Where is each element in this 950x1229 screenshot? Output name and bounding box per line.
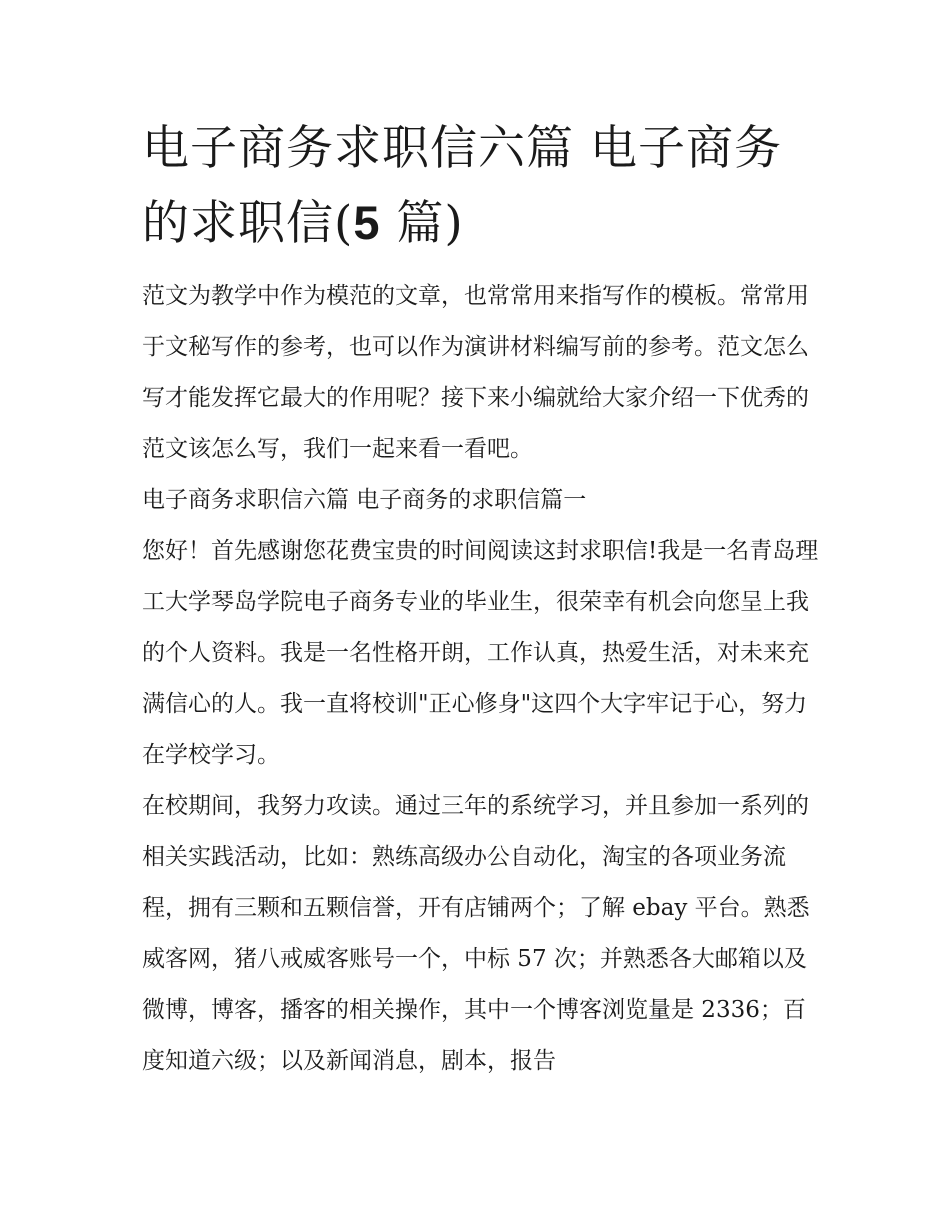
title-number: 5 [353, 196, 381, 249]
document-page [142, 112, 822, 1087]
intro-paragraph: 范文为教学中作为模范的文章，也常常用来指写作的模板。常常用于文秘写作的参考，也可以作为演讲材料编写前的参考。范文怎么写才能发挥它最大的作用呢？接下来小编就给大家介绍一下优秀的范文该怎么写，我们一起来看一看吧。 [142, 283, 809, 462]
document-title [142, 112, 822, 261]
title-text-part2: 篇) [380, 196, 464, 251]
study-paragraph: 在校期间，我努力攻读。通过三年的系统学习，并且参加一系列的相关实践活动，比如：熟练高级办公自动化，淘宝的各项业务流程，拥有三颗和五颗信誉，开有店铺两个；了解 ebay 平台。熟悉威客网，猪八戒威客账号一个，中标 57 次；并熟悉各大邮箱以及微博，博客，播客的相关操作，其中一个博客浏览量是 2336；百度知道六级；以及新闻消息，剧本，报告 [142, 793, 810, 1074]
title-text-part1: 电子商务求职信六篇 电子商务的求职信( [142, 121, 782, 251]
greeting-paragraph: 您好！首先感谢您花费宝贵的时间阅读这封求职信!我是一名青岛理工大学琴岛学院电子商务专业的毕业生，很荣幸有机会向您呈上我的个人资料。我是一名性格开朗，工作认真，热爱生活，对未来充满信心的人。我一直将校训"正心修身"这四个大字牢记于心，努力在学校学习。 [142, 538, 819, 768]
section-heading: 电子商务求职信六篇 电子商务的求职信篇一 [142, 487, 587, 513]
